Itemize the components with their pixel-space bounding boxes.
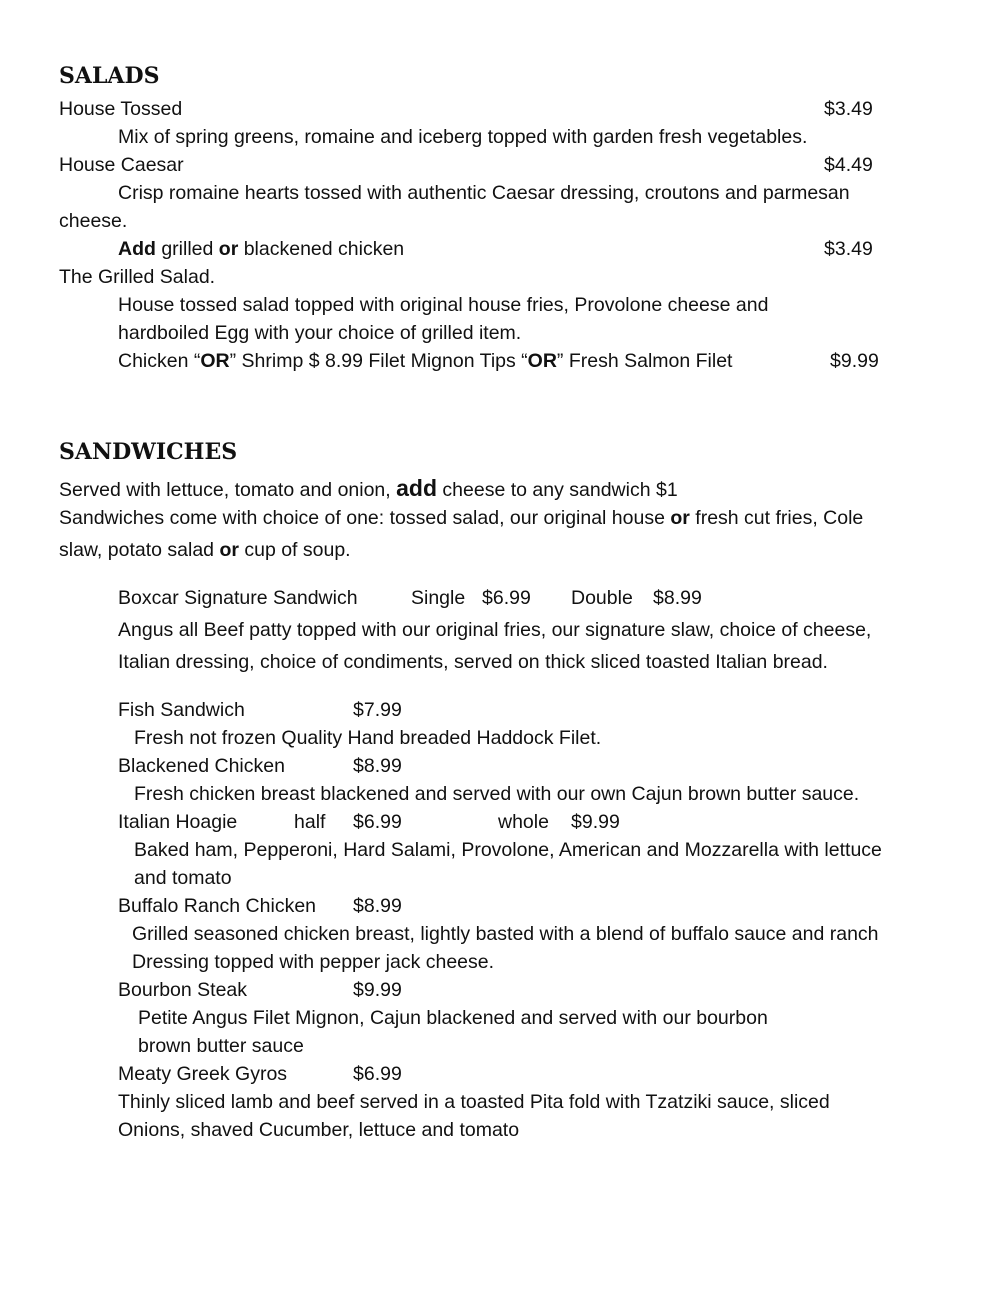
fish-sandwich-description: Fresh not frozen Quality Hand breaded Haddock Filet. <box>134 727 602 749</box>
bourbon-steak-price: $9.99 <box>353 979 402 1001</box>
grilled-salad-price: $9.99 <box>830 350 879 372</box>
house-tossed-price: $3.49 <box>824 98 873 120</box>
add-word: Add <box>118 238 156 260</box>
house-caesar-description-line-2: cheese. <box>59 210 128 232</box>
bourbon-steak-name: Bourbon Steak <box>118 979 248 1001</box>
house-tossed-description: Mix of spring greens, romaine and iceberg topped with garden fresh vegetables. <box>118 126 808 148</box>
add-chicken-line: Add grilled or blackened chicken <box>118 238 405 260</box>
sandwiches-intro-line-2: Sandwiches come with choice of one: tossed salad, our original house or fresh cut fries, Cole <box>59 507 864 529</box>
house-tossed-name: House Tossed <box>59 98 183 120</box>
italian-hoagie-description-line-1: Baked ham, Pepperoni, Hard Salami, Provolone, American and Mozzarella with lettuce <box>134 839 882 861</box>
grilled-salad-description-line-1: House tossed salad topped with original house fries, Provolone cheese and <box>118 294 769 316</box>
boxcar-double-price: $8.99 <box>653 587 702 609</box>
boxcar-single-price: $6.99 <box>482 587 531 609</box>
greek-gyros-description-line-1: Thinly sliced lamb and beef served in a toasted Pita fold with Tzatziki sauce, sliced <box>118 1091 830 1113</box>
italian-hoagie-half-label: half <box>294 811 326 833</box>
buffalo-ranch-description-line-1: Grilled seasoned chicken breast, lightly basted with a blend of buffalo sauce and ranch <box>132 923 879 945</box>
boxcar-single-label: Single <box>411 587 466 609</box>
boxcar-description-line-1: Angus all Beef patty topped with our original fries, our signature slaw, choice of cheese, <box>118 619 872 641</box>
fish-sandwich-price: $7.99 <box>353 699 402 721</box>
italian-hoagie-whole-label: whole <box>498 811 549 833</box>
grilled-salad-description-line-2: hardboiled Egg with your choice of grilled item. <box>118 322 522 344</box>
bourbon-steak-description-line-1: Petite Angus Filet Mignon, Cajun blackened and served with our bourbon <box>138 1007 768 1029</box>
grilled-salad-name: The Grilled Salad. <box>59 266 216 288</box>
boxcar-name: Boxcar Signature Sandwich <box>118 587 358 609</box>
grilled-salad-options: Chicken “OR” Shrimp $ 8.99 Filet Mignon Tips “OR” Fresh Salmon Filet <box>118 350 733 372</box>
house-caesar-price: $4.49 <box>824 154 873 176</box>
boxcar-double-label: Double <box>571 587 633 609</box>
italian-hoagie-name: Italian Hoagie <box>118 811 238 833</box>
sandwiches-heading: SANDWICHES <box>59 439 238 465</box>
greek-gyros-description-line-2: Onions, shaved Cucumber, lettuce and tomato <box>118 1119 520 1141</box>
salads-heading: SALADS <box>59 63 160 89</box>
house-caesar-description-line-1: Crisp romaine hearts tossed with authentic Caesar dressing, croutons and parmesan <box>118 182 850 204</box>
or-word: or <box>218 238 239 260</box>
fish-sandwich-name: Fish Sandwich <box>118 699 245 721</box>
buffalo-ranch-name: Buffalo Ranch Chicken <box>118 895 317 917</box>
blackened-chicken-description: Fresh chicken breast blackened and served with our own Cajun brown butter sauce. <box>134 783 860 805</box>
greek-gyros-name: Meaty Greek Gyros <box>118 1063 288 1085</box>
italian-hoagie-half-price: $6.99 <box>353 811 402 833</box>
boxcar-description-line-2: Italian dressing, choice of condiments, served on thick sliced toasted Italian bread. <box>118 651 828 673</box>
blackened-chicken-price: $8.99 <box>353 755 402 777</box>
bourbon-steak-description-line-2: brown butter sauce <box>138 1035 304 1057</box>
sandwiches-intro-line-1: Served with lettuce, tomato and onion, add cheese to any sandwich $1 <box>59 475 678 501</box>
buffalo-ranch-description-line-2: Dressing topped with pepper jack cheese. <box>132 951 495 973</box>
blackened-chicken-name: Blackened Chicken <box>118 755 285 777</box>
italian-hoagie-whole-price: $9.99 <box>571 811 620 833</box>
house-caesar-name: House Caesar <box>59 154 184 176</box>
add-chicken-price: $3.49 <box>824 238 873 260</box>
greek-gyros-price: $6.99 <box>353 1063 402 1085</box>
italian-hoagie-description-line-2: and tomato <box>134 867 232 889</box>
sandwiches-intro-line-3: slaw, potato salad or cup of soup. <box>59 539 351 561</box>
buffalo-ranch-price: $8.99 <box>353 895 402 917</box>
